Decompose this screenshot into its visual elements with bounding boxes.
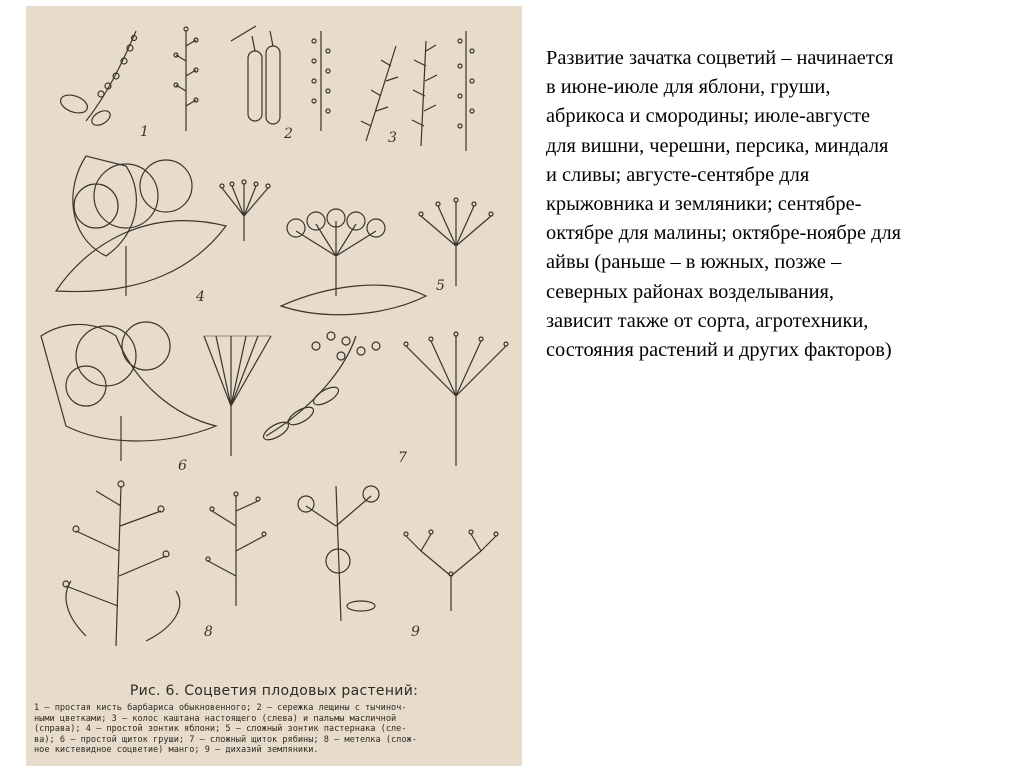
dichasium-scheme [404,530,498,611]
text-line: состояния растений и других факторов) [546,339,892,362]
text-line: для вишни, черешни, персика, миндаля [546,134,889,157]
pear-corymb-drawing [41,322,216,461]
strawberry-dichasium-drawing [298,486,379,621]
spike-scheme [458,31,474,151]
text-line: айвы (раньше – в южных, позже – [546,251,842,274]
umbel-scheme [220,180,270,241]
apple-umbel-drawing [56,156,226,296]
text-line: зависит также от сорта, агротехники, [546,309,869,332]
figure-number-3: 3 [388,130,397,146]
caption-line: ное кистевидное соцветие) манго; 9 — дихазий земляники. [34,745,319,756]
text-line: в июне-июле для яблони, груши, [546,76,831,99]
panicle-scheme [206,492,266,606]
figure-number-9: 9 [411,624,420,640]
caption-line: ными цветками; 3 — колос каштана настоящего (слева) и пальмы масличной [34,713,397,724]
figure-number-7: 7 [398,450,407,466]
botanical-illustration [26,6,522,676]
barberry-raceme-drawing [58,31,136,128]
figure-number-1: 1 [140,124,149,140]
text-line: северных районах возделывания, [546,280,834,303]
chestnut-spike-drawing [361,41,437,146]
compound-corymb-scheme [404,332,508,466]
text-line: октябре для малины; октябре-ноябре для [546,222,902,245]
text-line: крыжовника и земляники; сентябре- [546,193,862,216]
figure-scan [26,6,522,766]
rowan-corymb-drawing [261,332,380,443]
catkin-scheme [312,31,330,131]
parsnip-umbel-drawing [281,209,426,315]
text-line: Развитие зачатка соцветий – начинается [546,47,894,69]
caption-line: 1 — простая кисть барбариса обыкновенного; 2 — сережка лещины с тычиноч- [34,703,407,713]
mango-panicle-drawing [63,481,180,646]
figure-number-6: 6 [178,458,187,474]
figure-number-2: 2 [284,126,293,142]
figure-number-4: 4 [196,289,205,305]
figure-number-8: 8 [204,624,213,640]
caption-line: (справа); 4 — простой зонтик яблони; 5 — сложный зонтик пастернака (сле- [34,724,407,735]
compound-umbel-scheme [419,198,493,286]
caption-line: ва); 6 — простой щиток груши; 7 — сложный щиток рябины; 8 — метелка (слож- [34,734,417,745]
text-line: абрикоса и смородины; июле-августе [546,105,871,128]
slide-body-text [546,44,1006,365]
barberry-scheme [174,27,198,131]
figure-caption-body [34,703,516,756]
figure-caption-title: Рис. 6. Соцветия плодовых растений: [129,683,419,699]
figure-number-5: 5 [436,278,445,294]
text-line: и сливы; августе-сентябре для [546,163,810,186]
hazel-catkin-drawing [231,26,280,124]
corymb-scheme [204,336,271,456]
